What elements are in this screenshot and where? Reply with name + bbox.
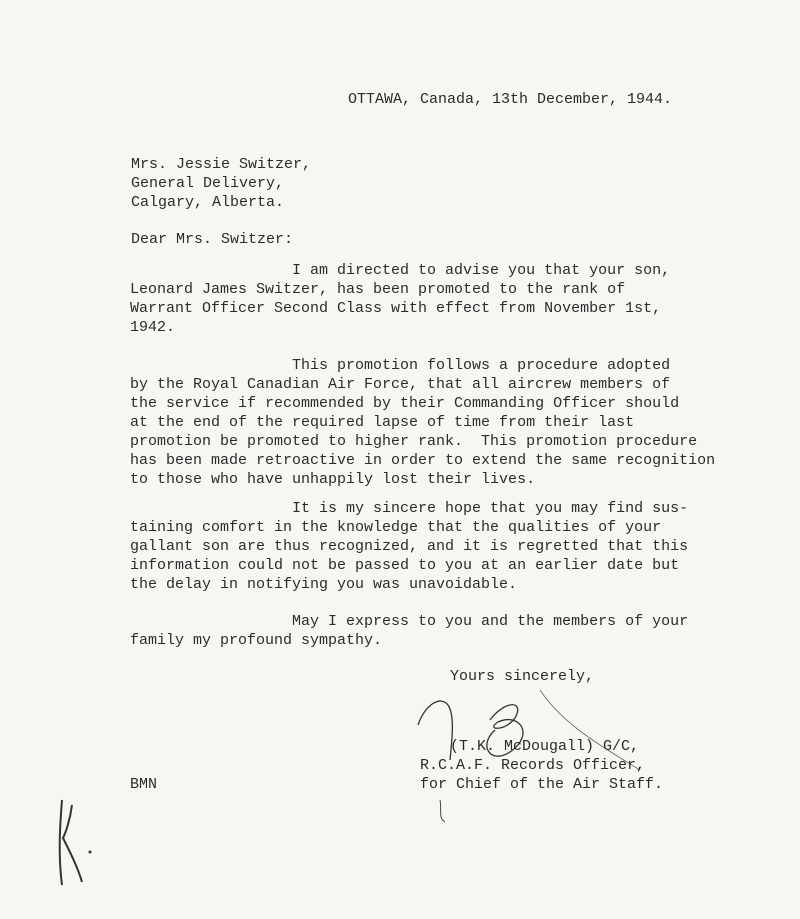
paragraph-2: [130, 356, 715, 489]
signatory-office: for Chief of the Air Staff.: [420, 776, 664, 793]
text-line: gallant son are thus recognized, and it is regretted that this: [130, 538, 689, 555]
text-line: the service if recommended by their Commanding Officer should: [130, 395, 680, 412]
text-line: by the Royal Canadian Air Force, that all aircrew members of: [130, 376, 671, 393]
signature-block: [420, 737, 663, 794]
text-line: This promotion follows a procedure adopted: [130, 357, 671, 374]
text-line: to those who have unhappily lost their lives.: [130, 471, 536, 488]
text-line: information could not be passed to you at an earlier date but: [130, 557, 680, 574]
text-line: Leonard James Switzer, has been promoted to the rank of: [130, 281, 626, 298]
paragraph-4: [130, 612, 688, 650]
text-line: I am directed to advise you that your son,: [130, 262, 671, 279]
signatory-name: (T.K. McDougall) G/C,: [450, 738, 640, 755]
text-line: It is my sincere hope that you may find sus-: [130, 500, 689, 517]
recipient-line: Calgary, Alberta.: [131, 194, 285, 211]
recipient-address: [131, 155, 311, 212]
text-line: Warrant Officer Second Class with effect from November 1st,: [130, 300, 662, 317]
signatory-title: R.C.A.F. Records Officer,: [420, 757, 646, 774]
text-line: promotion be promoted to higher rank. This promotion procedure: [130, 433, 698, 450]
paragraph-3: [130, 499, 688, 594]
recipient-line: Mrs. Jessie Switzer,: [131, 156, 312, 173]
salutation: Dear Mrs. Switzer:: [131, 231, 294, 248]
recipient-line: General Delivery,: [131, 175, 285, 192]
text-line: taining comfort in the knowledge that the qualities of your: [130, 519, 662, 536]
text-line: has been made retroactive in order to extend the same recognition: [130, 452, 716, 469]
typist-initials: BMN: [130, 776, 158, 793]
dateline: OTTAWA, Canada, 13th December, 1944.: [348, 91, 673, 108]
text-line: at the end of the required lapse of time from their last: [130, 414, 635, 431]
text-line: the delay in notifying you was unavoidable.: [130, 576, 518, 593]
text-line: May I express to you and the members of your: [130, 613, 689, 630]
text-line: family my profound sympathy.: [130, 632, 383, 649]
closing: Yours sincerely,: [450, 668, 595, 685]
text-line: 1942.: [130, 319, 176, 336]
paragraph-1: [130, 261, 670, 337]
